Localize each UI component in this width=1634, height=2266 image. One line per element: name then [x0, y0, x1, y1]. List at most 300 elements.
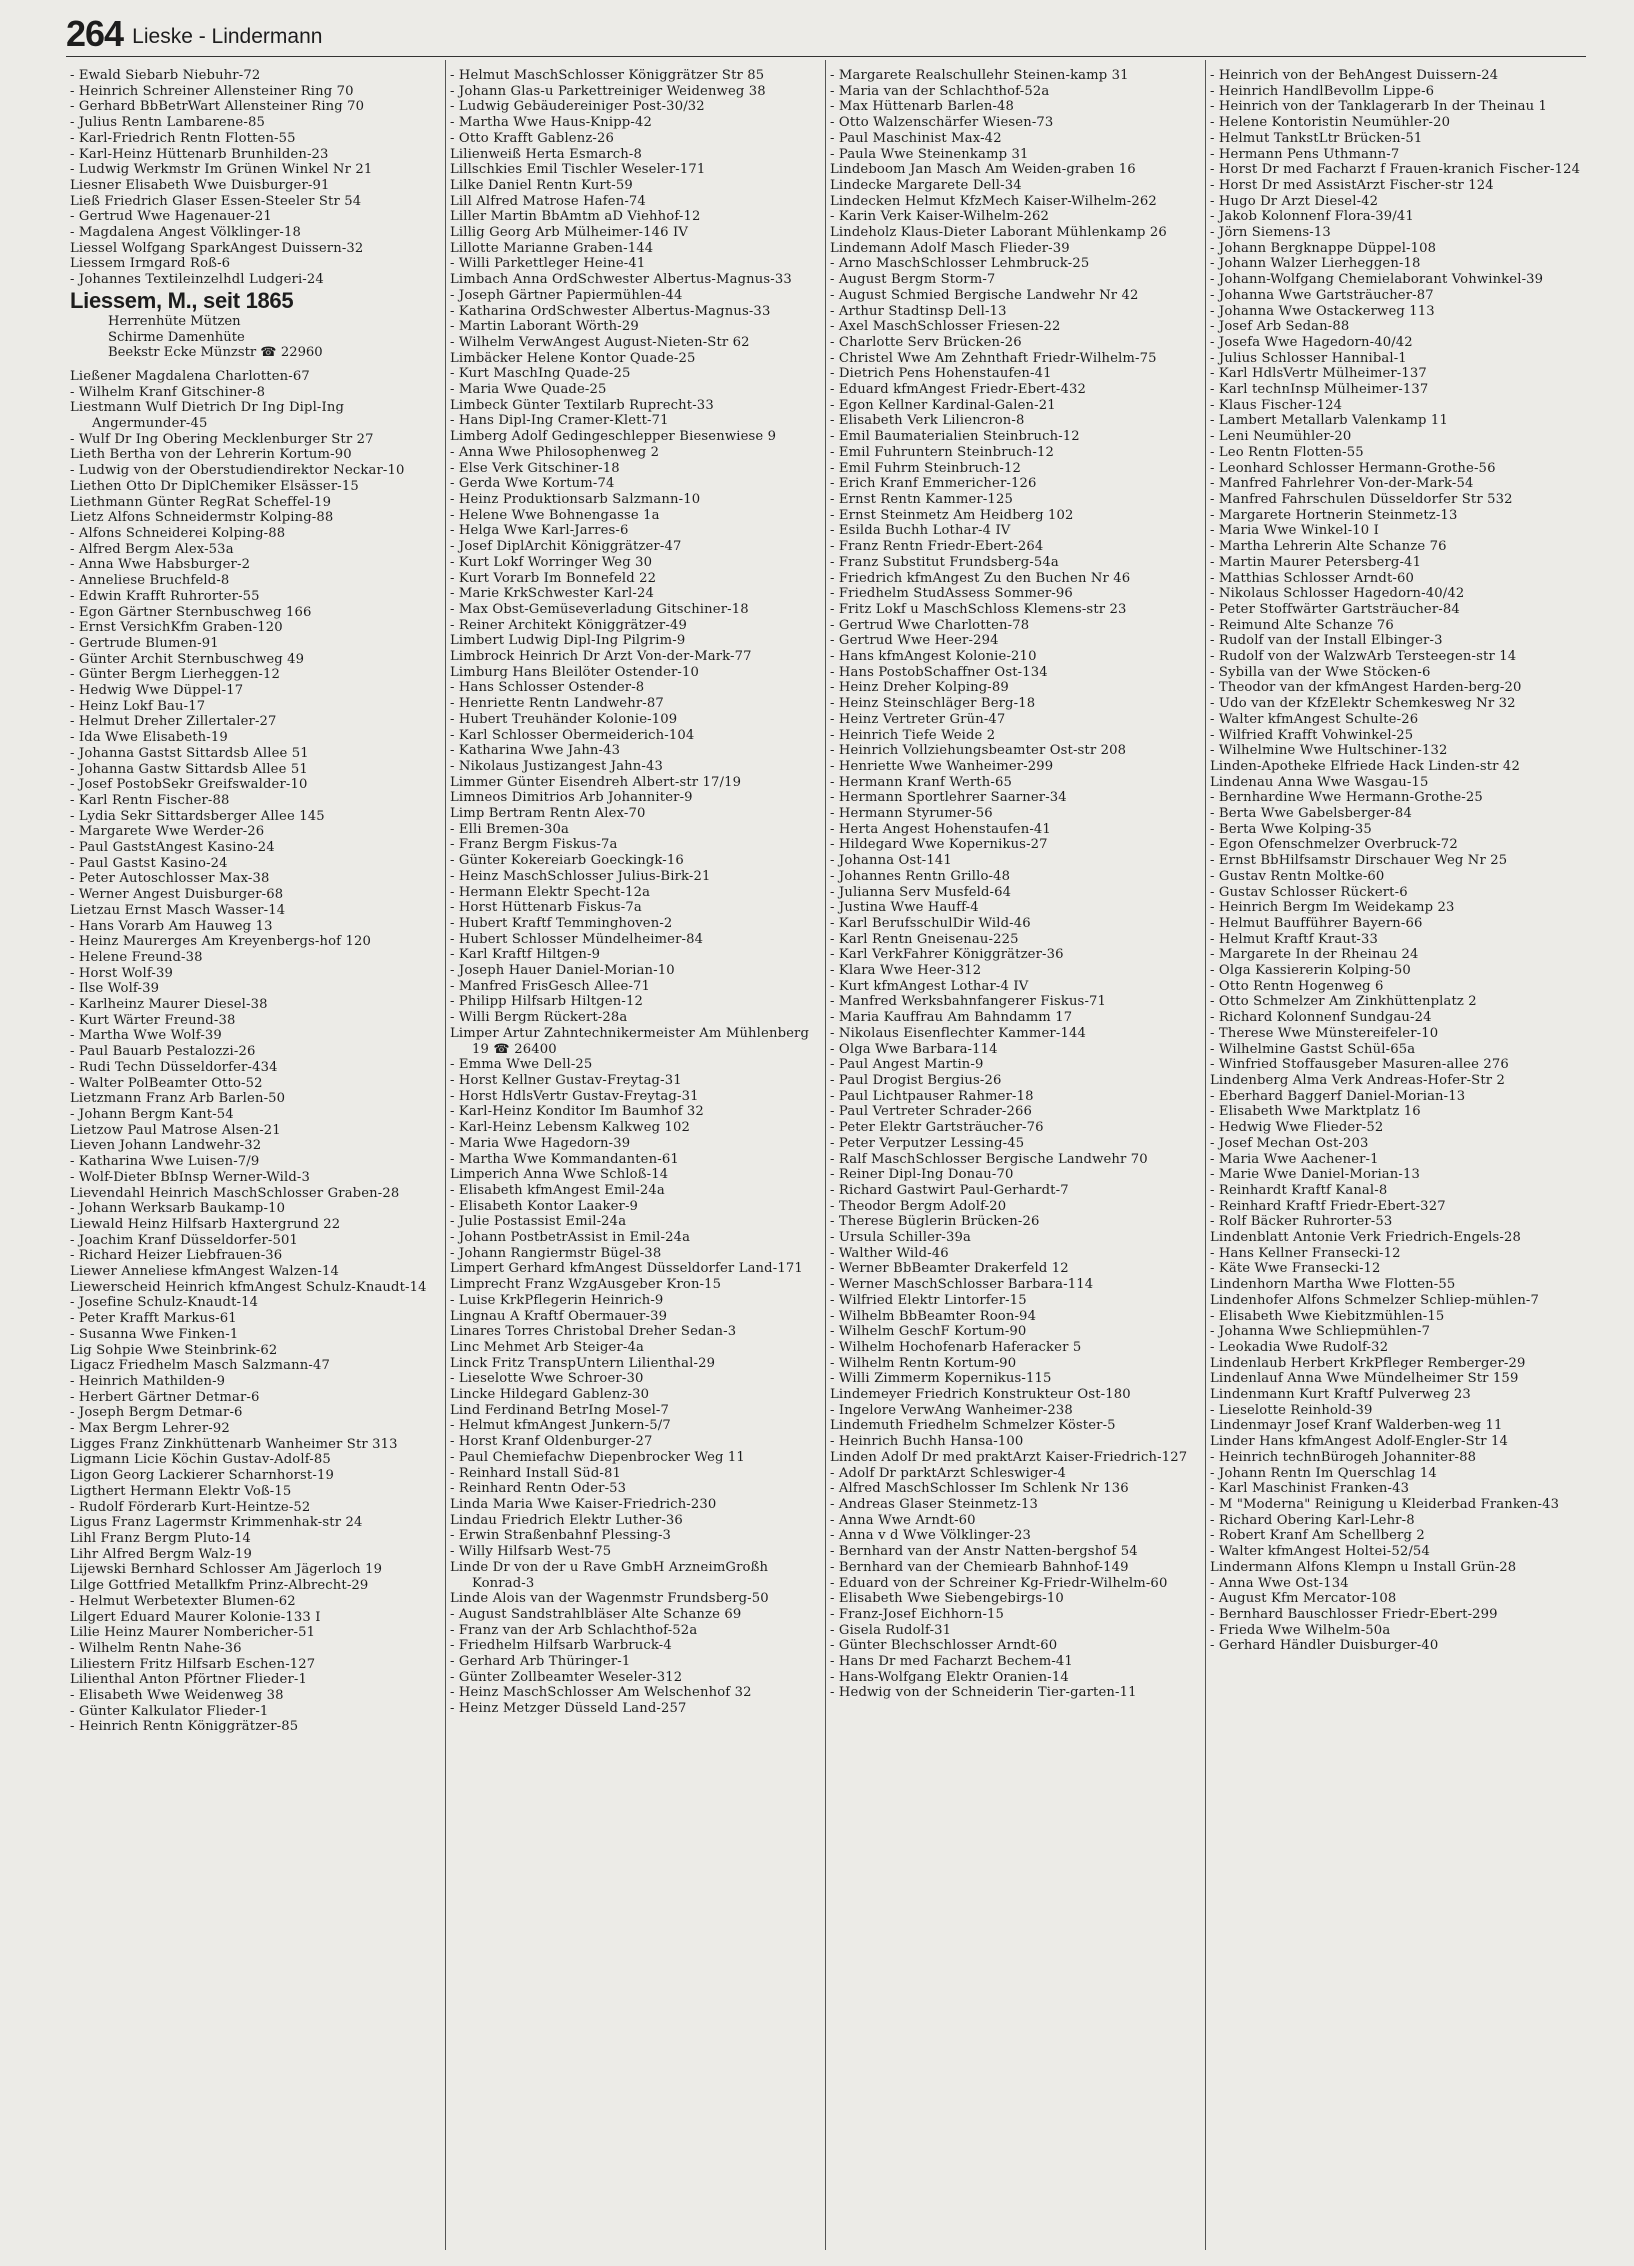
directory-entry: Lilienthal Anton Pförtner Flieder-1	[70, 1672, 308, 1688]
directory-entry: - Günter Bergm Lierheggen-12	[70, 667, 280, 683]
directory-entry: - Luise KrkPflegerin Heinrich-9	[450, 1292, 664, 1308]
directory-entry: - Katharina Wwe Luisen-7/9	[70, 1154, 260, 1170]
directory-entry: - Horst Kranf Oldenburger-27	[450, 1434, 653, 1450]
directory-entry: - Heinz Vertreter Grün-47	[830, 711, 1006, 727]
directory-entry: - Heinrich Rentn Königgrätzer-85	[70, 1719, 299, 1735]
directory-entry: - Heinrich von der BehAngest Duissern-24	[1210, 68, 1499, 83]
directory-entry: Lihr Alfred Bergm Walz-19	[70, 1546, 253, 1562]
directory-entry: - Heinz Steinschläger Berg-18	[830, 696, 1036, 712]
directory-entry: - Otto Walzenschärfer Wiesen-73	[830, 115, 1054, 131]
directory-entry: Lindemuth Friedhelm Schmelzer Köster-5	[830, 1418, 1116, 1434]
directory-entry: Linde Dr von der u Rave GmbH ArzneimGroßh Konrad-3	[450, 1559, 769, 1591]
directory-entry: - Heinz Lokf Bau-17	[70, 698, 206, 714]
directory-entry: - Erich Kranf Emmericher-126	[830, 476, 1037, 492]
directory-entry: Linden-Apotheke Elfriede Hack Linden-str 42	[1210, 758, 1520, 774]
directory-entry: - Kurt Wärter Freund-38	[70, 1012, 236, 1028]
directory-entry: - Peter Krafft Markus-61	[70, 1311, 237, 1327]
directory-entry: Limbach Anna OrdSchwester Albertus-Magnus-33	[450, 272, 792, 288]
directory-entry: Lietz Alfons Schneidermstr Kolping-88	[70, 510, 334, 526]
directory-entry: - Helmut Kraftf Kraut-33	[1210, 931, 1378, 947]
directory-entry: - Reiner Dipl-Ing Donau-70	[830, 1167, 1014, 1183]
directory-entry: Lilie Heinz Maurer Nombericher-51	[70, 1625, 316, 1641]
directory-entry: - Heinrich Mathilden-9	[70, 1373, 226, 1389]
directory-entry: - Martha Wwe Kommandanten-61	[450, 1151, 679, 1167]
directory-entry: - Emil Fuhruntern Steinbruch-12	[830, 444, 1054, 460]
directory-entry: - Johannes Textileinzelhdl Ludgeri-24	[70, 272, 324, 288]
directory-entry: Limmer Günter Eisendreh Albert-str 17/19	[450, 774, 742, 790]
directory-entry: - Egon Gärtner Sternbuschweg 166	[70, 604, 312, 620]
directory-entry: - Karl Maschinist Franken-43	[1210, 1481, 1410, 1497]
directory-entry: - Helene Kontoristin Neumühler-20	[1210, 115, 1451, 131]
directory-entry: - Günter Kalkulator Flieder-1	[70, 1703, 269, 1719]
directory-entry: - Peter Autoschlosser Max-38	[70, 871, 270, 887]
directory-entry: - Lieselotte Wwe Schroer-30	[450, 1371, 644, 1387]
directory-entry: - Rudolf van der Install Elbinger-3	[1210, 633, 1443, 649]
directory-entry: Limbert Ludwig Dipl-Ing Pilgrim-9	[450, 633, 686, 649]
directory-entry: - Max Obst-Gemüseverladung Gitschiner-18	[450, 601, 749, 617]
directory-entry: - Heinrich Bergm Im Weidekamp 23	[1210, 900, 1455, 916]
directory-entry: - Karl-Friedrich Rentn Flotten-55	[70, 130, 296, 146]
directory-entry: - Johann Bergm Kant-54	[70, 1107, 234, 1122]
directory-entry: Lindecken Helmut KfzMech Kaiser-Wilhelm-262	[830, 193, 1157, 209]
directory-entry: - Ludwig Werkmstr Im Grünen Winkel Nr 21	[70, 162, 373, 178]
directory-entry: Lindenmann Kurt Kraftf Pulverweg 23	[1210, 1387, 1471, 1403]
directory-entry: - Philipp Hilfsarb Hiltgen-12	[450, 994, 644, 1010]
directory-entry: - Arno MaschSchlosser Lehmbruck-25	[830, 256, 1090, 272]
column-3	[826, 60, 1206, 2250]
directory-entry: - Margarete Hortnerin Steinmetz-13	[1210, 507, 1458, 523]
directory-entry: - Martha Lehrerin Alte Schanze 76	[1210, 539, 1447, 555]
directory-entry: - Nikolaus Schlosser Hagedorn-40/42	[1210, 586, 1465, 602]
directory-entry: - Ilse Wolf-39	[70, 981, 160, 997]
directory-entry: - Willi Zimmerm Kopernikus-115	[830, 1371, 1052, 1387]
directory-entry: - August Sandstrahlbläser Alte Schanze 69	[450, 1606, 742, 1622]
directory-entry: - Karl-Heinz Lebensm Kalkweg 102	[450, 1120, 691, 1136]
directory-entry: Limper Artur Zahntechnikermeister Am Mühlenberg 19 ☎ 26400	[450, 1025, 810, 1057]
directory-entry: - Paul Vertreter Schrader-266	[830, 1104, 1033, 1120]
directory-entry: - Manfred Werksbahnfangerer Fiskus-71	[830, 994, 1107, 1010]
directory-entry: - Rolf Bäcker Ruhrorter-53	[1210, 1214, 1393, 1230]
directory-entry: - Edwin Krafft Ruhrorter-55	[70, 588, 260, 604]
directory-entry: - Johanna Gastw Sittardsb Allee 51	[70, 761, 308, 777]
directory-entry: - Hans Dr med Facharzt Bechem-41	[830, 1654, 1073, 1670]
directory-entry: - Gerhard Händler Duisburger-40	[1210, 1638, 1439, 1654]
directory-entry: - Arthur Stadtinsp Dell-13	[830, 303, 1007, 319]
directory-entry: - Manfred Fahrschulen Düsseldorfer Str 532	[1210, 491, 1513, 507]
directory-entry: - Johann-Wolfgang Chemielaborant Vohwinkel-39	[1210, 272, 1544, 288]
directory-entry: - Elisabeth Verk Liliencron-8	[830, 413, 1025, 429]
directory-entry: - Esilda Buchh Lothar-4 IV	[830, 523, 1011, 539]
directory-entry: Lilienweiß Herta Esmarch-8	[450, 146, 643, 162]
directory-entry: - Reiner Architekt Königgrätzer-49	[450, 617, 687, 633]
directory-entry: - Helene Freund-38	[70, 949, 203, 965]
directory-entry: - Hubert Treuhänder Kolonie-109	[450, 711, 678, 727]
directory-entry: - Lambert Metallarb Valenkamp 11	[1210, 413, 1448, 429]
directory-entry: - Johann Werksarb Baukamp-10	[70, 1201, 286, 1217]
directory-entry: - Horst Kellner Gustav-Freytag-31	[450, 1073, 682, 1088]
directory-entry: - Wilhelm GeschF Kortum-90	[830, 1324, 1027, 1340]
directory-entry: - Johanna Wwe Schliepmühlen-7	[1210, 1324, 1431, 1340]
directory-entry: - Anna Wwe Philosophenweg 2	[450, 444, 660, 460]
directory-entry: - Ingelore VerwAng Wanheimer-238	[830, 1402, 1073, 1418]
directory-entry: Limperich Anna Wwe Schloß-14	[450, 1167, 669, 1183]
directory-entry: - Winfried Stoffausgeber Masuren-allee 276	[1210, 1057, 1509, 1073]
directory-entry: - Anna Wwe Ost-134	[1210, 1575, 1349, 1591]
directory-entry: - Heinrich HandlBevollm Lippe-6	[1210, 83, 1435, 99]
directory-entry: Limberg Adolf Gedingeschlepper Biesenwiese 9	[450, 429, 777, 445]
directory-entry: - Horst Dr med Facharzt f Frauen-kranich Fischer-124	[1210, 162, 1581, 178]
directory-entry: Limprecht Franz WzgAusgeber Kron-15	[450, 1277, 722, 1293]
directory-entry: - Hedwig Wwe Flieder-52	[1210, 1120, 1384, 1136]
directory-entry: - Manfred FrisGesch Allee-71	[450, 978, 651, 994]
directory-entry: - Axel MaschSchlosser Friesen-22	[830, 319, 1061, 335]
directory-entry: - Richard Heizer Liebfrauen-36	[70, 1248, 283, 1264]
directory-entry: - Udo van der KfzElektr Schemkesweg Nr 32	[1210, 696, 1516, 712]
directory-entry: Liestmann Wulf Dietrich Dr Ing Dipl-Ing Angermunder-45	[70, 400, 345, 432]
directory-entry: - Otto Schmelzer Am Zinkhüttenplatz 2	[1210, 994, 1477, 1010]
directory-entry: - Dietrich Pens Hohenstaufen-41	[830, 366, 1052, 382]
directory-entry: - Hans kfmAngest Kolonie-210	[830, 649, 1037, 665]
directory-entry: - Hans Vorarb Am Hauweg 13	[70, 918, 273, 934]
directory-entry: - Ida Wwe Elisabeth-19	[70, 730, 228, 746]
directory-entry: - Eduard kfmAngest Friedr-Ebert-432	[830, 382, 1087, 398]
directory-entry: - Paul GaststAngest Kasino-24	[70, 840, 275, 856]
directory-entry: - Horst HdlsVertr Gustav-Freytag-31	[450, 1088, 699, 1104]
directory-entry: - Hedwig von der Schneiderin Tier-garten-11	[830, 1685, 1137, 1701]
directory-entry: Lindenmayr Josef Kranf Walderben-weg 11	[1210, 1418, 1503, 1434]
directory-entry: - Friedhelm Hilfsarb Warbruck-4	[450, 1638, 672, 1654]
directory-entry: - Horst Wolf-39	[70, 965, 174, 981]
directory-entry: - Eduard von der Schreiner Kg-Friedr-Wilhelm-60	[830, 1575, 1168, 1591]
directory-entry: Limbäcker Helene Kontor Quade-25	[450, 350, 696, 366]
directory-entry: Ligacz Friedhelm Masch Salzmann-47	[70, 1358, 330, 1374]
column-4	[1206, 60, 1586, 2250]
directory-entry: - Johann Rangiermstr Bügel-38	[450, 1245, 662, 1261]
directory-entry: - Horst Hüttenarb Fiskus-7a	[450, 900, 642, 916]
directory-entry: - Hans Kellner Fransecki-12	[1210, 1245, 1401, 1261]
directory-entry: - Hans Dipl-Ing Cramer-Klett-71	[450, 413, 669, 429]
directory-entry: - Franz van der Arb Schlachthof-52a	[450, 1622, 698, 1638]
directory-entry: - Berta Wwe Kolping-35	[1210, 821, 1372, 837]
directory-entry: - Richard Kolonnenf Sundgau-24	[1210, 1010, 1432, 1026]
directory-entry: - Reinhard Rentn Oder-53	[450, 1481, 627, 1497]
directory-entry: - Hermann Elektr Specht-12a	[450, 884, 651, 900]
directory-entry: - Friedrich kfmAngest Zu den Buchen Nr 46	[830, 570, 1131, 586]
directory-entry: - Heinz Maurerges Am Kreyenbergs-hof 120	[70, 934, 372, 950]
directory-entry: - Johanna Wwe Gartsträucher-87	[1210, 287, 1434, 303]
directory-entry: - Elisabeth Wwe Siebengebirgs-10	[830, 1591, 1064, 1607]
directory-entry: - Hermann Pens Uthmann-7	[1210, 146, 1400, 162]
directory-entry: - Wilhelm Rentn Kortum-90	[830, 1355, 1017, 1371]
directory-entry: - Julianna Serv Musfeld-64	[830, 884, 1012, 900]
directory-entry: - Leokadia Wwe Rudolf-32	[1210, 1339, 1389, 1355]
directory-entry: - Wolf-Dieter BbInsp Werner-Wild-3	[70, 1169, 310, 1185]
directory-entry: - Martin Maurer Petersberg-41	[1210, 554, 1422, 570]
directory-entry: - Wulf Dr Ing Obering Mecklenburger Str 27	[70, 431, 374, 447]
directory-entry: - Leo Rentn Flotten-55	[1210, 444, 1364, 460]
page-header	[66, 14, 1586, 57]
directory-entry: Lindenlauf Anna Wwe Mündelheimer Str 159	[1210, 1371, 1519, 1387]
directory-entry: - Justina Wwe Hauff-4	[830, 900, 979, 916]
directory-entry: - Heinrich technBürogeh Johanniter-88	[1210, 1449, 1477, 1465]
directory-entry: - Gustav Schlosser Rückert-6	[1210, 884, 1408, 900]
directory-entry: Lingnau A Kraftf Obermauer-39	[450, 1308, 668, 1324]
directory-entry: - Hermann Styrumer-56	[830, 806, 993, 822]
directory-entry: - Hans Schlosser Ostender-8	[450, 680, 645, 696]
directory-entry: - Elisabeth Kontor Laaker-9	[450, 1198, 639, 1214]
directory-entry: - Manfred Fahrlehrer Von-der-Mark-54	[1210, 476, 1474, 492]
directory-entry: - Paul Drogist Bergius-26	[830, 1073, 1002, 1088]
directory-entry: Lillig Georg Arb Mülheimer-146 IV	[450, 225, 688, 241]
directory-entry: - Therese Wwe Münstereifeler-10	[1210, 1025, 1439, 1041]
directory-entry: Limp Bertram Rentn Alex-70	[450, 806, 646, 822]
directory-entry: - Günter Archit Sternbuschweg 49	[70, 651, 305, 667]
directory-entry: - Gisela Rudolf-31	[830, 1622, 952, 1638]
directory-entry: - Olga Wwe Barbara-114	[830, 1041, 998, 1057]
directory-entry: - Horst Dr med AssistArzt Fischer-str 124	[1210, 177, 1494, 193]
directory-entry: - Lydia Sekr Sittardsberger Allee 145	[70, 808, 325, 824]
directory-entry: Ließ Friedrich Glaser Essen-Steeler Str 54	[70, 193, 362, 209]
directory-entry: - Hubert Kraftf Temminghoven-2	[450, 915, 673, 931]
directory-entry: Lindau Friedrich Elektr Luther-36	[450, 1512, 683, 1528]
advertisement-line: Schirme Damenhüte	[108, 329, 245, 345]
directory-entry: - M "Moderna" Reinigung u Kleiderbad Franken-43	[1210, 1496, 1560, 1512]
directory-entry: - Max Hüttenarb Barlen-48	[830, 99, 1015, 115]
directory-entry: - Emil Baumaterialien Steinbruch-12	[830, 429, 1080, 445]
directory-entry: - Heinz Metzger Düsseld Land-257	[450, 1701, 687, 1717]
directory-entry: - Henriette Wwe Wanheimer-299	[830, 758, 1054, 774]
directory-entry: - Heinrich Schreiner Allensteiner Ring 70	[70, 83, 354, 99]
directory-entry: - Theodor van der kfmAngest Harden-berg-20	[1210, 680, 1522, 696]
directory-entry: - Karl-Heinz Konditor Im Baumhof 32	[450, 1104, 704, 1120]
directory-entry: - Helmut Werbetexter Blumen-62	[70, 1593, 296, 1609]
directory-entry: - Heinrich Tiefe Weide 2	[830, 727, 996, 743]
directory-entry: - Josef PostobSekr Greifswalder-10	[70, 777, 308, 793]
directory-entry: Liesner Elisabeth Wwe Duisburger-91	[70, 177, 330, 193]
directory-entry: - Klara Wwe Heer-312	[830, 963, 982, 979]
directory-entry: - Ludwig Gebäudereiniger Post-30/32	[450, 99, 705, 115]
directory-entry: Lindenlaub Herbert KrkPfleger Remberger-29	[1210, 1355, 1526, 1371]
directory-entry: - Helmut MaschSchlosser Königgrätzer Str 85	[450, 68, 765, 83]
directory-entry: - Paul Maschinist Max-42	[830, 130, 1002, 146]
directory-entry: - Andreas Glaser Steinmetz-13	[830, 1496, 1038, 1512]
directory-entry: - Ernst VersichKfm Graben-120	[70, 620, 283, 636]
directory-entry: Limneos Dimitrios Arb Johanniter-9	[450, 790, 693, 806]
directory-entry: - Johanna Wwe Ostackerweg 113	[1210, 303, 1435, 319]
directory-entry: - Reimund Alte Schanze 76	[1210, 617, 1394, 633]
directory-entry: - Wilhelm BbBeamter Roon-94	[830, 1308, 1037, 1324]
directory-entry: Linc Mehmet Arb Steiger-4a	[450, 1339, 644, 1355]
directory-entry: - Josef DiplArchit Königgrätzer-47	[450, 539, 682, 555]
directory-entry: - Kurt Lokf Worringer Weg 30	[450, 554, 653, 570]
directory-entry: - Elisabeth Wwe Weidenweg 38	[70, 1688, 284, 1704]
directory-entry: - Johann Rentn Im Querschlag 14	[1210, 1465, 1437, 1481]
directory-entry: - Heinrich Vollziehungsbeamter Ost-str 208	[830, 743, 1127, 759]
directory-entry: Lindenau Anna Wwe Wasgau-15	[1210, 774, 1429, 790]
directory-entry: - Gerhard BbBetrWart Allensteiner Ring 70	[70, 99, 365, 115]
directory-entry: - Heinz MaschSchlosser Julius-Birk-21	[450, 868, 711, 884]
directory-entry: - Magdalena Angest Völklinger-18	[70, 225, 302, 241]
directory-entry: - Peter Verputzer Lessing-45	[830, 1135, 1025, 1151]
directory-entry: - Werner MaschSchlosser Barbara-114	[830, 1277, 1094, 1293]
directory-entry: - Josef Mechan Ost-203	[1210, 1135, 1369, 1151]
directory-entry: - Helga Wwe Karl-Jarres-6	[450, 523, 629, 539]
directory-entry: - Matthias Schlosser Arndt-60	[1210, 570, 1414, 586]
directory-entry: - Hedwig Wwe Düppel-17	[70, 683, 244, 699]
directory-entry: Liethen Otto Dr DiplChemiker Elsässer-15	[70, 478, 359, 494]
directory-entry: - Alfred Bergm Alex-53a	[70, 541, 234, 557]
directory-entry: - Peter Elektr Gartsträucher-76	[830, 1120, 1044, 1136]
directory-entry: - Maria Wwe Quade-25	[450, 382, 607, 398]
directory-entry: Liller Martin BbAmtm aD Viehhof-12	[450, 209, 701, 225]
directory-entry: - Lieselotte Reinhold-39	[1210, 1402, 1373, 1418]
directory-entry: Lijewski Bernhard Schlosser Am Jägerloch 19	[70, 1562, 383, 1578]
directory-entry: Linde Alois van der Wagenmstr Frundsberg-50	[450, 1591, 769, 1607]
directory-entry: - Bernhardine Wwe Hermann-Grothe-25	[1210, 790, 1483, 806]
directory-entry: - Hugo Dr Arzt Diesel-42	[1210, 193, 1379, 209]
directory-entry: - Anneliese Bruchfeld-8	[70, 573, 230, 589]
directory-entry: Lindeholz Klaus-Dieter Laborant Mühlenkamp 26	[830, 225, 1167, 241]
directory-entry: - Walter PolBeamter Otto-52	[70, 1075, 263, 1091]
directory-entry: - Paul Bauarb Pestalozzi-26	[70, 1044, 256, 1060]
directory-entry: - Friedhelm StudAssess Sommer-96	[830, 586, 1073, 602]
directory-entry: Lindeboom Jan Masch Am Weiden-graben 16	[830, 162, 1136, 178]
directory-entry: - Wilhelm VerwAngest August-Nieten-Str 62	[450, 334, 750, 350]
directory-entry: - Egon Ofenschmelzer Overbruck-72	[1210, 837, 1458, 853]
directory-entry: - Helmut Baufführer Bayern-66	[1210, 915, 1423, 931]
directory-entry: Limburg Hans Bleilöter Ostender-10	[450, 664, 700, 680]
directory-entry: - Karl-Heinz Hüttenarb Brunhilden-23	[70, 146, 329, 162]
directory-entry: - Olga Kassiererin Kolping-50	[1210, 963, 1411, 979]
directory-entry: - Reinhard Kraftf Friedr-Ebert-327	[1210, 1198, 1446, 1214]
directory-entry: - Elli Bremen-30a	[450, 821, 569, 837]
directory-entry: - Nikolaus Eisenflechter Kammer-144	[830, 1025, 1086, 1041]
directory-entry: - Werner Angest Duisburger-68	[70, 887, 284, 903]
directory-entry: Lindecke Margarete Dell-34	[830, 177, 1022, 193]
directory-entry: - Karl BerufsschulDir Wild-46	[830, 915, 1031, 931]
directory-entry: - Richard Gastwirt Paul-Gerhardt-7	[830, 1182, 1069, 1198]
directory-entry: - Susanna Wwe Finken-1	[70, 1326, 239, 1342]
directory-entry: - Julius Rentn Lambarene-85	[70, 115, 265, 131]
directory-entry: - Emil Fuhrm Steinbruch-12	[830, 460, 1021, 476]
directory-entry: - Leonhard Schlosser Hermann-Grothe-56	[1210, 460, 1496, 476]
directory-entry: - Gertrud Wwe Heer-294	[830, 633, 999, 649]
directory-entry: - Martin Laborant Wörth-29	[450, 319, 639, 335]
directory-entry: - Maria Wwe Aachener-1	[1210, 1151, 1379, 1167]
directory-entry: - Anna Wwe Arndt-60	[830, 1512, 976, 1528]
directory-entry: - Gerhard Arb Thüringer-1	[450, 1654, 631, 1670]
directory-entry: Liewerscheid Heinrich kfmAngest Schulz-Knaudt-14	[70, 1279, 427, 1295]
directory-entry: - Reinhard Install Süd-81	[450, 1465, 622, 1481]
directory-entry: Linder Hans kfmAngest Adolf-Engler-Str 14	[1210, 1434, 1508, 1450]
directory-entry: - Kurt Vorarb Im Bonnefeld 22	[450, 570, 657, 586]
directory-entry: - Rudi Techn Düsseldorfer-434	[70, 1059, 278, 1075]
directory-entry: - Elisabeth Wwe Marktplatz 16	[1210, 1104, 1421, 1120]
directory-entry: - Jörn Siemens-13	[1210, 225, 1331, 241]
directory-entry: Lindenblatt Antonie Verk Friedrich-Engels-28	[1210, 1230, 1521, 1246]
directory-entry: - Wilhelm Kranf Gitschiner-8	[70, 384, 266, 400]
directory-entry: - Günter Kokereiarb Goeckingk-16	[450, 853, 684, 869]
directory-entry: Linck Fritz TranspUntern Lilienthal-29	[450, 1355, 716, 1371]
directory-entry: - Joseph Gärtner Papiermühlen-44	[450, 287, 683, 303]
directory-entry: Lincke Hildegard Gablenz-30	[450, 1387, 650, 1403]
directory-entry: - Margarete Realschullehr Steinen-kamp 31	[830, 68, 1129, 83]
directory-entry: Linda Maria Wwe Kaiser-Friedrich-230	[450, 1496, 717, 1512]
directory-entry: - Alfred MaschSchlosser Im Schlenk Nr 136	[830, 1481, 1129, 1497]
directory-entry: - Wilhelmine Wwe Hultschiner-132	[1210, 743, 1448, 759]
directory-entry: - Elisabeth kfmAngest Emil-24a	[450, 1182, 665, 1198]
directory-entry: - Karl HdlsVertr Mülheimer-137	[1210, 366, 1427, 382]
directory-entry: - Otto Rentn Hogenweg 6	[1210, 978, 1384, 994]
page-header-title: Lieske - Lindermann	[132, 25, 323, 48]
directory-entry: - Johanna Ost-141	[830, 853, 952, 869]
directory-entry: - Josefa Wwe Hagedorn-40/42	[1210, 334, 1413, 350]
directory-entry: - Sybilla van der Wwe Stöcken-6	[1210, 664, 1431, 680]
directory-entry: Lievendahl Heinrich MaschSchlosser Graben-28	[70, 1185, 400, 1201]
directory-entry: Lindermann Alfons Klempn u Install Grün-28	[1210, 1559, 1517, 1575]
directory-entry: - Rudolf Förderarb Kurt-Heintze-52	[70, 1499, 311, 1515]
directory-entry: - Gertrud Wwe Charlotten-78	[830, 617, 1030, 633]
directory-entry: - Walther Wild-46	[830, 1245, 949, 1261]
directory-entry: - Jakob Kolonnenf Flora-39/41	[1210, 209, 1414, 225]
directory-entry: - Günter Blechschlosser Arndt-60	[830, 1638, 1058, 1654]
directory-entry: Liewald Heinz Hilfsarb Haxtergrund 22	[70, 1216, 341, 1232]
directory-entry: Ligges Franz Zinkhüttenarb Wanheimer Str 313	[70, 1436, 398, 1452]
directory-entry: - Rudolf von der WalzwArb Tersteegen-str 14	[1210, 649, 1517, 665]
directory-entry: Lilge Gottfried Metallkfm Prinz-Albrecht-29	[70, 1578, 369, 1594]
directory-entry: - August Schmied Bergische Landwehr Nr 42	[830, 287, 1139, 303]
directory-entry: - Gertrud Wwe Hagenauer-21	[70, 209, 272, 225]
directory-entry: - Martha Wwe Wolf-39	[70, 1028, 222, 1044]
directory-entry: - Joseph Hauer Daniel-Morian-10	[450, 963, 675, 979]
directory-entry: - Bernhard van der Chemiearb Bahnhof-149	[830, 1559, 1129, 1575]
directory-entry: - Frieda Wwe Wilhelm-50a	[1210, 1622, 1391, 1638]
directory-entry: - Theodor Bergm Adolf-20	[830, 1198, 1007, 1214]
directory-entry: - Franz-Josef Eichhorn-15	[830, 1606, 1005, 1622]
directory-entry: Lindenhofer Alfons Schmelzer Schliep-mühlen-7	[1210, 1292, 1540, 1308]
directory-entry: - Josefine Schulz-Knaudt-14	[70, 1295, 259, 1311]
directory-entry: Lietzmann Franz Arb Barlen-50	[70, 1091, 286, 1107]
directory-entry: - Fritz Lokf u MaschSchloss Klemens-str 23	[830, 601, 1127, 617]
directory-entry: - Willi Parkettleger Heine-41	[450, 256, 646, 272]
directory-entry: - Johann Bergknappe Düppel-108	[1210, 240, 1437, 256]
directory-entry: - Erwin Straßenbahnf Plessing-3	[450, 1528, 672, 1544]
directory-entry: - Joachim Kranf Düsseldorfer-501	[70, 1232, 299, 1248]
directory-entry: - Ernst Steinmetz Am Heidberg 102	[830, 507, 1074, 523]
directory-entry: - August Kfm Mercator-108	[1210, 1591, 1397, 1607]
directory-entry: - Gerda Wwe Kortum-74	[450, 476, 615, 492]
directory-entry: - Julie Postassist Emil-24a	[450, 1214, 627, 1230]
directory-entry: - Paul Lichtpauser Rahmer-18	[830, 1088, 1034, 1104]
directory-entry: - Paul Angest Martin-9	[830, 1057, 984, 1073]
directory-entry: - Helmut Dreher Zillertaler-27	[70, 714, 277, 730]
directory-entry: Lilke Daniel Rentn Kurt-59	[450, 177, 633, 193]
directory-entry: - Franz Bergm Fiskus-7a	[450, 837, 618, 853]
directory-entry: - Hermann Kranf Werth-65	[830, 774, 1012, 790]
column-2	[446, 60, 826, 2250]
directory-entry: - Karlheinz Maurer Diesel-38	[70, 997, 268, 1013]
directory-entry: - Karl VerkFahrer Königgrätzer-36	[830, 947, 1064, 963]
directory-entry: - Johannes Rentn Grillo-48	[830, 868, 1011, 884]
directory-entry: - Hubert Schlosser Mündelheimer-84	[450, 931, 704, 947]
directory-entry: - Hans PostobSchaffner Ost-134	[830, 664, 1048, 680]
directory-entry: - Else Verk Gitschiner-18	[450, 460, 620, 476]
advertisement-title: Liessem, M., seit 1865	[70, 287, 294, 313]
directory-entry: Ligon Georg Lackierer Scharnhorst-19	[70, 1468, 334, 1484]
directory-entry: Lihl Franz Bergm Pluto-14	[70, 1530, 251, 1546]
directory-entry: - Berta Wwe Gabelsberger-84	[1210, 806, 1412, 822]
directory-entry: - Gustav Rentn Moltke-60	[1210, 868, 1385, 884]
